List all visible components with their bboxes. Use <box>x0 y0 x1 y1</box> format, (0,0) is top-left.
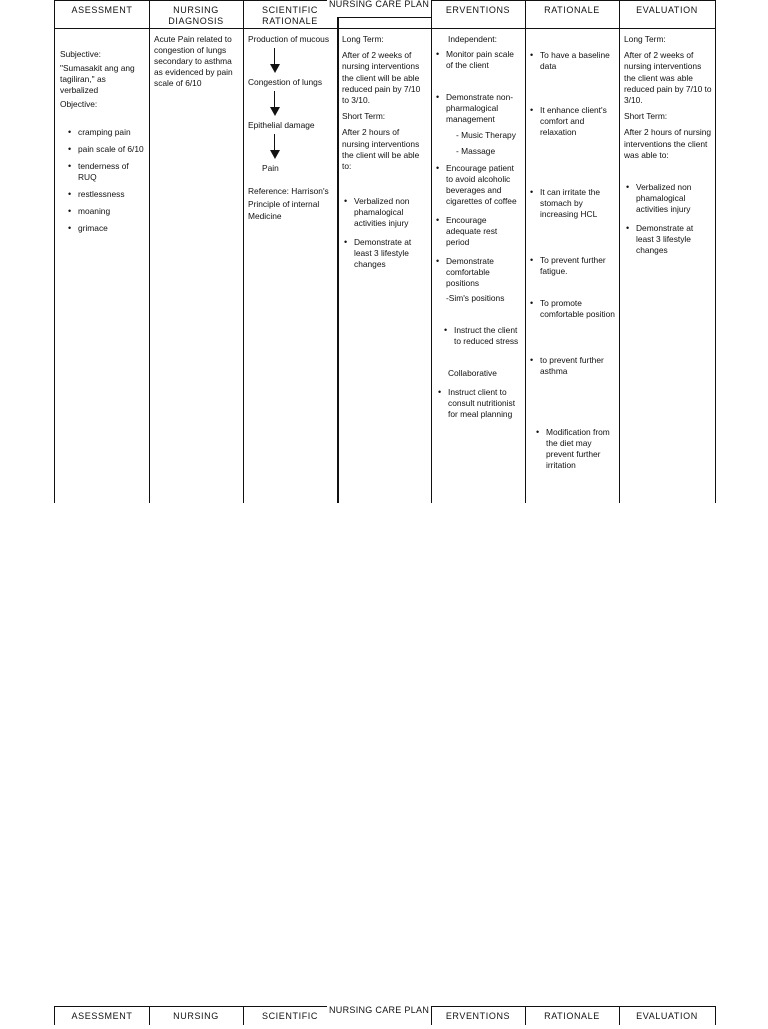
column-divider <box>243 0 244 503</box>
subjective-quote: "Sumasakit ang ang tagiliran," as verbalized <box>60 63 135 95</box>
list-item: • Demonstrate at least 3 lifestyle changes <box>344 237 428 270</box>
list-item: • restlessness <box>68 189 144 200</box>
pathway-step: Pain <box>262 163 279 173</box>
header-scientific-rationale: SCIENTIFIC <box>261 1011 318 1021</box>
short-term-label: Short Term: <box>342 111 386 122</box>
eval-short-term-label: Short Term: <box>624 111 668 122</box>
music-therapy-text: - Music Therapy <box>456 130 516 140</box>
header-rationale: RATIONALE <box>544 1011 600 1021</box>
interventions-list <box>436 163 522 289</box>
list-item: • Encourage adequate rest period <box>436 215 522 248</box>
list-item: • Verbalized non phamalogical activities injury <box>626 182 712 215</box>
collaborative-label: Collaborative <box>448 368 497 378</box>
pathway-step: Congestion of lungs <box>248 77 323 87</box>
header-nursing-diagnosis: NURSING DIAGNOSIS <box>168 5 224 26</box>
list-item: • Monitor pain scale of the client <box>436 49 522 71</box>
sims-position-text: -Sim's positions <box>446 293 505 303</box>
short-term-list <box>344 196 428 270</box>
list-item: • Demonstrate non-pharmalogical management <box>436 92 522 125</box>
objective-label: Objective: <box>60 99 98 109</box>
list-item: • tenderness of RUQ <box>68 161 144 183</box>
eval-short-term-text: After 2 hours of nursing interventions the client was able to: <box>624 127 712 161</box>
evaluation-list <box>626 182 712 256</box>
eval-long-term-text: After of 2 weeks of nursing interventions the client was able reduced pain by 7/10 to 3/10. <box>624 50 712 106</box>
plan-title: NURSING CARE PLAN <box>329 0 430 9</box>
header-evaluation: EVALUATION <box>636 5 698 15</box>
header-interventions: ERVENTIONS <box>445 1011 511 1021</box>
objective-list <box>68 127 144 234</box>
column-divider <box>525 0 526 503</box>
list-item: • Modification from the diet may prevent further irritation <box>536 427 616 471</box>
list-item: • Demonstrate comfortable positions <box>436 256 522 289</box>
column-divider <box>619 0 620 503</box>
eval-long-term-label: Long Term: <box>624 34 666 44</box>
header-rationale: RATIONALE <box>544 5 600 15</box>
subjective-label: Subjective: <box>60 49 101 59</box>
header-assessment: ASESSMENT <box>71 5 133 15</box>
short-term-text: After 2 hours of nursing interventions the client will be able to: <box>342 127 420 172</box>
list-item: • To promote comfortable position <box>530 298 616 320</box>
list-item: • moaning <box>68 206 144 217</box>
column-divider <box>337 18 339 503</box>
header-evaluation: EVALUATION <box>636 1011 698 1021</box>
down-arrow-icon <box>270 48 280 74</box>
interventions-column <box>436 34 522 420</box>
down-arrow-icon <box>270 91 280 117</box>
interventions-list <box>436 49 522 125</box>
list-item: • It can irritate the stomach by increasing HCL <box>530 187 616 220</box>
long-term-text: After of 2 weeks of nursing interventions the client will be able reduced pain by 7/10 to 3/10. <box>342 50 421 106</box>
title-underline <box>337 17 431 18</box>
list-item: • to prevent further asthma <box>530 355 616 377</box>
column-divider <box>431 0 432 503</box>
list-item: • It enhance client's comfort and relaxation <box>530 105 616 138</box>
list-item: • cramping pain <box>68 127 144 138</box>
header-scientific-rationale: SCIENTIFIC RATIONALE <box>261 5 318 26</box>
independent-label: Independent: <box>448 34 497 44</box>
pathway-step: Epithelial damage <box>248 120 315 130</box>
assessment-column <box>60 49 144 240</box>
planning-column <box>342 34 428 270</box>
care-plan-table-page-2 <box>54 1006 716 1025</box>
care-plan-table <box>54 0 716 503</box>
list-item: • To prevent further fatigue. <box>530 255 616 277</box>
interventions-list <box>444 325 522 347</box>
list-item: • Encourage patient to avoid alcoholic beverages and cigarettes of coffee <box>436 163 522 207</box>
evaluation-column <box>624 34 712 256</box>
plan-title: NURSING CARE PLAN <box>329 1005 430 1015</box>
list-item: • To have a baseline data <box>530 50 616 72</box>
list-item: • Instruct the client to reduced stress <box>444 325 522 347</box>
header-interventions: ERVENTIONS <box>445 5 511 15</box>
list-item: • Verbalized non phamalogical activities injury <box>344 196 428 229</box>
list-item: • grimace <box>68 223 144 234</box>
rationale-list <box>530 50 616 471</box>
reference-text: Reference: Harrison's Principle of internal Medicine <box>248 186 329 221</box>
rationale-column <box>530 50 616 471</box>
header-assessment: ASESSMENT <box>71 1011 133 1021</box>
header-nursing-diagnosis: NURSING <box>173 1011 219 1021</box>
pathway-step: Production of mucous <box>248 34 330 44</box>
column-divider <box>149 0 150 503</box>
list-item: • Instruct client to consult nutritionist for meal planning <box>438 387 522 420</box>
list-item: • Demonstrate at least 3 lifestyle changes <box>626 223 712 256</box>
massage-text: - Massage <box>456 146 496 156</box>
long-term-label: Long Term: <box>342 34 384 44</box>
interventions-list <box>438 387 522 420</box>
down-arrow-icon <box>270 134 280 160</box>
scientific-rationale-column <box>248 34 336 223</box>
nursing-diagnosis-text: Acute Pain related to congestion of lungs secondary to asthma as evidenced by pain scale of 6/10 <box>154 34 233 88</box>
list-item: • pain scale of 6/10 <box>68 144 144 155</box>
